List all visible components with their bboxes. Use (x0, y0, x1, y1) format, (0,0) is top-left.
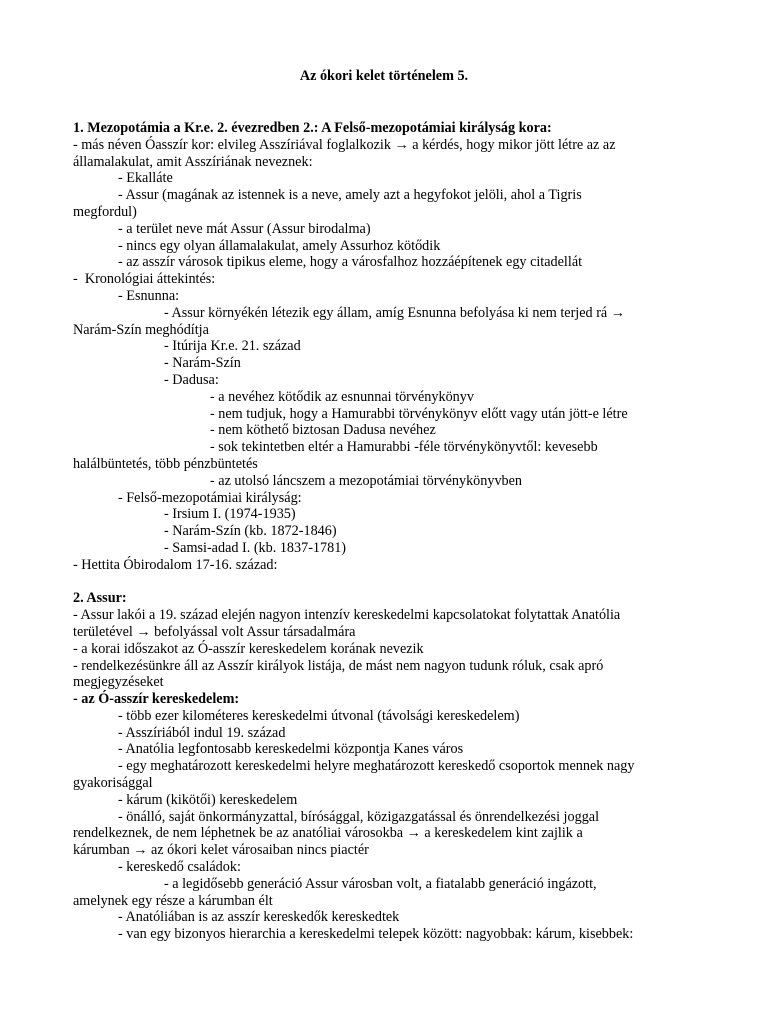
text-line: - Assur (magának az istennek is a neve, amely azt a hegyfokot jelöli, ahol a Tigris (118, 187, 582, 204)
text-line: - az asszír városok tipikus eleme, hogy a városfalhoz hozzáépítenek egy citadellát (118, 254, 583, 271)
text-line: - Narám-Szín (164, 355, 241, 372)
text-line: - a terület neve mát Assur (Assur birodalma) (118, 220, 371, 237)
text-line: - Esnunna: (118, 287, 180, 304)
text-line: - Anatólia legfontosabb kereskedelmi központja Kanes város (118, 741, 464, 758)
text-line: megfordul) (73, 203, 137, 220)
text-line: - Assur környékén létezik egy állam, amíg Esnunna befolyása ki nem terjed rá → (164, 304, 625, 321)
text-line: - az utolsó láncszem a mezopotámiai törvénykönyvben (210, 472, 523, 489)
text-line: - a legidősebb generáció Assur városban volt, a fiatalabb generáció ingázott, (164, 875, 597, 892)
text-line: államalakulat, amit Asszíriának neveznek: (73, 153, 313, 170)
text-line: - Ekalláte (118, 170, 173, 187)
text-line: - Narám-Szín (kb. 1872-1846) (164, 523, 337, 540)
text-line: kárumban → az ókori kelet városaiban nincs piactér (73, 842, 369, 859)
text-line: - Anatóliában is az asszír kereskedők kereskedtek (118, 909, 400, 926)
text-line: - Kronológiai áttekintés: (73, 271, 216, 288)
text-line: - nincs egy olyan államalakulat, amely Assurhoz kötődik (118, 237, 441, 254)
text-line: megjegyzéseket (73, 674, 164, 691)
text-line: - Assur lakói a 19. század elején nagyon intenzív kereskedelmi kapcsolatokat folytattak Anatólia (73, 607, 621, 624)
document-body (73, 120, 693, 943)
section-heading: - az Ó-asszír kereskedelem: (73, 691, 240, 708)
text-line: - Samsi-adad I. (kb. 1837-1781) (164, 539, 347, 556)
text-line: - több ezer kilométeres kereskedelmi útvonal (távolsági kereskedelem) (118, 707, 520, 724)
text-line: - rendelkezésünkre áll az Asszír királyok listája, de mást nem nagyon tudunk róluk, csak apró (73, 657, 604, 674)
text-line: rendelkeznek, de nem léphetnek be az anatóliai városokba → a kereskedelem kint zajlik a (73, 825, 583, 842)
section-heading: 2. Assur: (73, 590, 127, 607)
text-line: - más néven Óasszír kor: elvileg Asszíriával foglalkozik → a kérdés, hogy mikor jött létre az az (73, 136, 616, 153)
text-line: gyakorisággal (73, 775, 153, 792)
text-line: Narám-Szín meghódítja (73, 321, 209, 338)
text-line: - Asszíriából indul 19. század (118, 724, 286, 741)
text-line: - önálló, saját önkormányzattal, bírósággal, közigazgatással és önrendelkezési joggal (118, 808, 600, 825)
text-line: - kereskedő családok: (118, 859, 241, 876)
text-line: - nem köthető biztosan Dadusa nevéhez (210, 422, 436, 439)
section-heading: 1. Mezopotámia a Kr.e. 2. évezredben 2.: A Felső-mezopotámiai királyság kora: (73, 120, 552, 136)
text-line (73, 574, 693, 591)
text-line: - a korai időszakot az Ó-asszír kereskedelem korának nevezik (73, 640, 424, 657)
text-line: - Dadusa: (164, 371, 219, 388)
text-line: amelynek egy része a kárumban élt (73, 892, 273, 909)
text-line: - egy meghatározott kereskedelmi helyre meghatározott kereskedő csoportok mennek nagy (118, 758, 635, 775)
text-line: - sok tekintetben eltér a Hamurabbi -féle törvénykönyvtől: kevesebb (210, 439, 598, 456)
text-line: területével → befolyással volt Assur társadalmára (73, 623, 356, 640)
text-line: - nem tudjuk, hogy a Hamurabbi törvénykönyv előtt vagy után jött-e létre (210, 405, 628, 422)
text-line: - kárum (kikötői) kereskedelem (118, 791, 298, 808)
text-line: halálbüntetés, több pénzbüntetés (73, 455, 258, 472)
text-line: - Felső-mezopotámiai királyság: (118, 489, 302, 506)
text-line: - Itúrija Kr.e. 21. század (164, 338, 301, 355)
text-line: - a nevéhez kötődik az esnunnai törvénykönyv (210, 388, 474, 405)
text-line: - Irsium I. (1974-1935) (164, 506, 296, 523)
text-line: - Hettita Óbirodalom 17-16. század: (73, 556, 278, 573)
text-line: - van egy bizonyos hierarchia a kereskedelmi telepek között: nagyobbak: kárum, kisebbek: (118, 926, 634, 943)
document-title: Az ókori kelet történelem 5. (299, 68, 469, 84)
